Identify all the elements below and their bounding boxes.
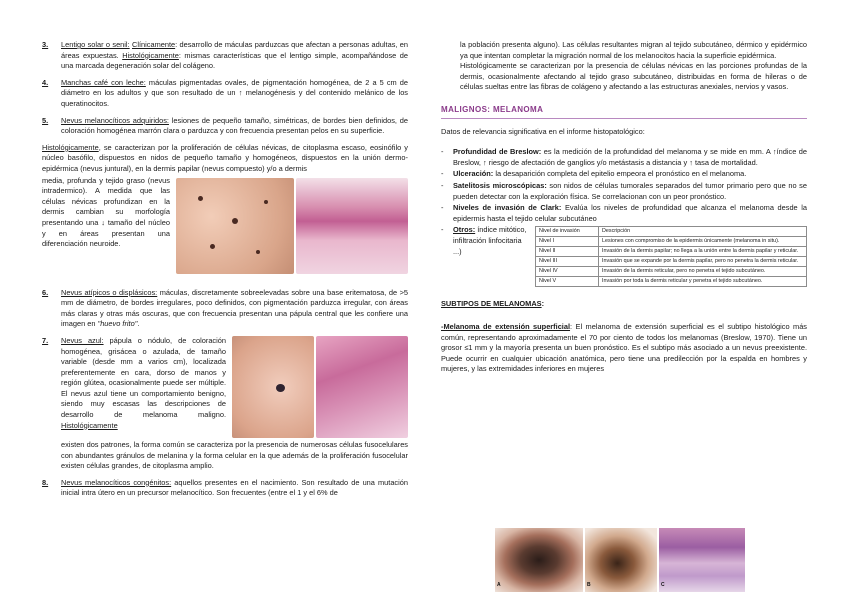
nevus-azul-skin-photo (232, 336, 314, 438)
item-title: Nevus melanocíticos congénitos: (61, 477, 172, 487)
nevus-figure (176, 178, 408, 274)
melanoma-photo-b: B (585, 528, 657, 592)
list-item-cafe-con-leche: 4. Manchas café con leche: máculas pigmentadas ovales, de pigmentación homogénea, de 2 a 5 cm de diámetro en los adultos y que son resultado de un ↑ melanogénesis y del contenido melánico de los queratinocitos. (42, 77, 408, 108)
ssm-paragraph: -Melanoma de extensión superficial: El melanoma de extensión superficial es el subtipo histológico más común, representando aproximadamente el 70 por ciento de todos los melanomas (Breslow, 1970). Tiene un grosor ≤1 mm y la mayoría presenta un buen pronóstico. Es el subtipo más asociado a un nevus preexistente. Puede ocurrir en cualquier ubicación anatómica, pero tiene una predilección por la espalda en hombres y mujeres, y las extremidades inferiores en mujeres (441, 321, 807, 374)
melanoma-photo-a: A (495, 528, 583, 592)
item-number: 6. (42, 287, 49, 297)
table-header-row: - Nivel de invasión Descripción (536, 227, 807, 237)
table-row: Nivel I Lesiones con compromiso de la epidermis únicamente (melanoma in situ). (536, 237, 807, 247)
nevus-azul-histology: existen dos patrones, la forma común se caracteriza por la presencia de numerosas células fusocelulares con abundantes gránulos de melanina y la forma celular en la que además de la proliferación fusocelular existen células grandes, de citoplasma amplio. (61, 439, 408, 471)
item-title: Manchas café con leche: (61, 77, 146, 87)
subtypes-heading: SUBTIPOS DE MELANOMAS: (441, 299, 545, 309)
table-row: Nivel III Invasión que se expande por la dermis papilar, pero no penetra la dermis reticular. (536, 257, 807, 267)
table-row: Nivel IV Invasión de la dermis reticular, pero no penetra el tejido subcutáneo. (536, 267, 807, 277)
list-item-nevus-adquiridos: 5. Nevus melanocíticos adquiridos: lesiones de pequeño tamaño, simétricas, de bordes bien definidos, de coloración homogénea marrón clara o parduzca y con frecuencia presentan pelos en su superficie. (42, 115, 408, 136)
nevus-azul-histology-photo (316, 336, 408, 438)
table-row: Nivel V Invasión por toda la dermis reticular y penetra el tejido subcutáneo. (536, 277, 807, 287)
list-item-satelitosis: - Satelitosis microscópicas: son nidos de células tumorales separados del tumor primario pero que no se pueden detectar con la exploración física. Se correlacionan con un peor pronóstico. (441, 181, 807, 202)
right-column (441, 40, 807, 589)
section-title: MALIGNOS: MELANOMA (441, 105, 807, 119)
item-number: 3. (42, 40, 49, 49)
item-number: 7. (42, 335, 49, 345)
list-item-lentigo-solar: 3. Lentigo solar o senil: Clínicamente: desarrollo de máculas parduzcas que afectan a personas adultas, en áreas expuestas. Histológicamente: mismas características que el lentigo simple, acompañándose de una marcada degeneración solar del colágeno. (42, 40, 408, 71)
item-number: 8. (42, 477, 49, 487)
list-item-nevus-atipicos: 6. Nevus atípicos o displásicos: máculas, discretamente sobreelevadas sobre una base eritematosa, de >5 mm de diámetro, de bordes irregulares, poco definidos, con pigmentación parduzca irregular, con áreas más claras y otras más oscuras, que con frecuencia presentan una pápula central que les confiere una imagen en "huevo frito". (42, 287, 408, 329)
clark-levels-table (535, 226, 807, 287)
list-item-nevus-azul: 7. Nevus azul: pápula o nódulo, de coloración homogénea, grisácea o azulada, de tamaño variable (desde mm a varios cm), localizada preferentemente en cara, dorso de manos y región glútea, ocasionalmente puede ser múltiple. El nevus azul tiene un comportamiento benigno, siendo muy escasas las descripciones de desarrollo de melanoma maligno. Histológicamente (42, 335, 226, 430)
congenitos-histology: Histológicamente se caracterizan por la presencia de células névicas en las porciones profundas de la dermis, ocasionalmente afectando al tejido graso subcutáneo, distribuidas en forma de hileras o de células sueltas entre las fibras de colágeno y afectando a las estructuras anexiales, nervios y vasos. (460, 61, 807, 92)
list-item-clark: - Niveles de invasión de Clark: Evalúa los niveles de profundidad que alcanza el melanoma desde la epidermis hasta el tejido celular subcutáneo (441, 203, 807, 224)
melanoma-figure (495, 528, 745, 592)
item-title: Nevus atípicos o displásicos: (61, 287, 158, 297)
histology-paragraph: Histológicamente, se caracterizan por la proliferación de células névicas, de citoplasma escaso, eosinófilo y núcleo basófilo, dispuestos en nidos de pequeño tamaño y homogéneos, dispuestos en la unión dermo-epidérmica (nevus juntural), en la dermis papilar (nevus compuesto) y/o a dermis (42, 142, 408, 173)
nevus-skin-photo (176, 178, 294, 274)
item-number: 4. (42, 77, 49, 87)
list-item-nevus-congenitos: 8. Nevus melanocíticos congénitos: aquellos presentes en el nacimiento. Son resultado de una mutación inicial intra útero en un precursor melanocítico. Son frecuentes (entre el 1 y el 6% de (42, 477, 408, 498)
left-column (42, 40, 408, 505)
table-row: Nivel II Invasión de la dermis papilar; no llega a la unión entre la dermis papilar y reticular. (536, 247, 807, 257)
histology-paragraph-cont: media, profunda y tejido graso (nevus intradermico). A medida que las células névicas profundizan en la dermis cambian su morfología presentando una ↓ tamaño del núcleo y en áreas presentan una diferenciación neuroide. (42, 175, 170, 249)
item-title: Lentigo solar o senil: (61, 40, 130, 49)
nevus-histology-photo (296, 178, 408, 274)
list-item-ulceracion: - Ulceración: la desaparición completa del epitelio empeora el pronóstico en el melanoma. (441, 169, 807, 180)
item-title: Nevus melanocíticos adquiridos: (61, 115, 169, 125)
list-item-otros: - Nivel de invasión Descripción Nivel I Lesiones con compromiso de la epidermis únicamente (melanoma in situ). Nivel II Invasión de la dermis papilar; no llega a la unión entre la dermis papilar y reticular. Nivel III Invasión que se expande por la dermis papilar, pero no penetra la dermis reticular. Nivel IV Invasión de la dermis reticular, pero no penetra el tejido subcutáneo. Nivel V Invasión por toda la dermis reticular y penetra el tejido subcutáneo. Otros: índice mitótico, infiltración linfocitaria ...) (441, 225, 807, 287)
list-item-breslow: - Profundidad de Breslow: es la medición de la profundidad del melanoma y se mide en mm. A ↑índice de Breslow, ↑ riesgo de afectación de ganglios y/o metástasis a distancia y ↑ tasa de mortalidad. (441, 147, 807, 168)
nevus-azul-figure (232, 336, 408, 438)
melanoma-photo-c: C (659, 528, 745, 592)
item-number: 5. (42, 115, 49, 125)
melanoma-intro: Datos de relevancia significativa en el informe histopatológico: (441, 126, 645, 136)
melanoma-criteria-list (441, 147, 807, 287)
congenitos-continuation: la población presenta alguno). Las células resultantes migran al tejido subcutáneo, dérmico y epidérmico ya que intentan completar la migración normal de los melanocitos hacia la superficie epidérmica. (460, 40, 807, 60)
item-title: Nevus azul: (61, 335, 104, 345)
